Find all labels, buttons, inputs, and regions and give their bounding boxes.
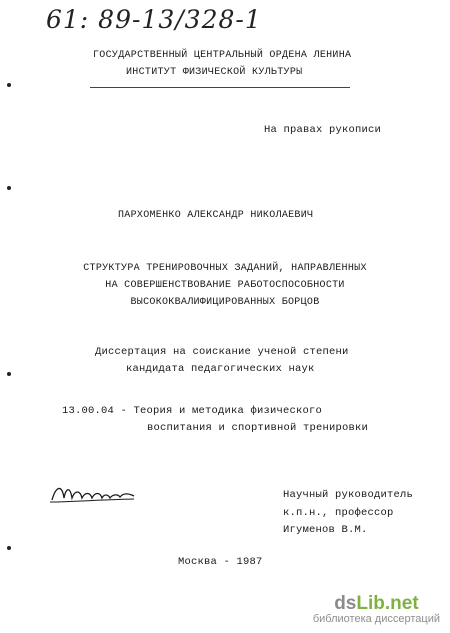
supervisor-line-2: к.п.н., профессор [283,507,394,519]
binding-hole-mark [7,546,11,550]
dissertation-title-line-1: СТРУКТУРА ТРЕНИРОВОЧНЫХ ЗАДАНИЙ, НАПРАВЛЕННЫХ [83,263,367,274]
degree-line-1: Диссертация на соискание ученой степени [95,346,349,358]
dslib-subtitle: библиотека диссертаций [312,613,440,625]
handwritten-catalog-number: 61: 89-13/328-1 [46,5,262,34]
institution-line-2: ИНСТИТУТ ФИЗИЧЕСКОЙ КУЛЬТУРЫ [126,67,303,78]
place-year: Москва - 1987 [178,556,263,568]
supervisor-line-1: Научный руководитель [283,489,414,501]
dissertation-title-line-2: НА СОВЕРШЕНСТВОВАНИЕ РАБОТОСПОСОБНОСТИ [105,280,345,291]
dslib-logo: dsLib.net [334,593,419,614]
institution-line-1: ГОСУДАРСТВЕННЫЙ ЦЕНТРАЛЬНЫЙ ОРДЕНА ЛЕНИНА [93,50,352,61]
rights-note: На правах рукописи [264,124,382,136]
header-rule [90,87,350,88]
binding-hole-mark [7,186,11,190]
degree-line-2: кандидата педагогических наук [126,363,315,375]
binding-hole-mark [7,83,11,87]
dslib-watermark[interactable] [313,593,440,625]
dissertation-title-line-3: ВЫСОКОКВАЛИФИЦИРОВАННЫХ БОРЦОВ [130,297,320,308]
supervisor-line-3: Игуменов В.М. [283,524,368,536]
author-signature [48,480,138,508]
author-name: ПАРХОМЕНКО АЛЕКСАНДР НИКОЛАЕВИЧ [118,210,314,221]
binding-hole-mark [7,372,11,376]
specialty-line-2: воспитания и спортивной тренировки [147,422,369,434]
specialty-line-1: 13.00.04 - Теория и методика физического [62,405,323,417]
